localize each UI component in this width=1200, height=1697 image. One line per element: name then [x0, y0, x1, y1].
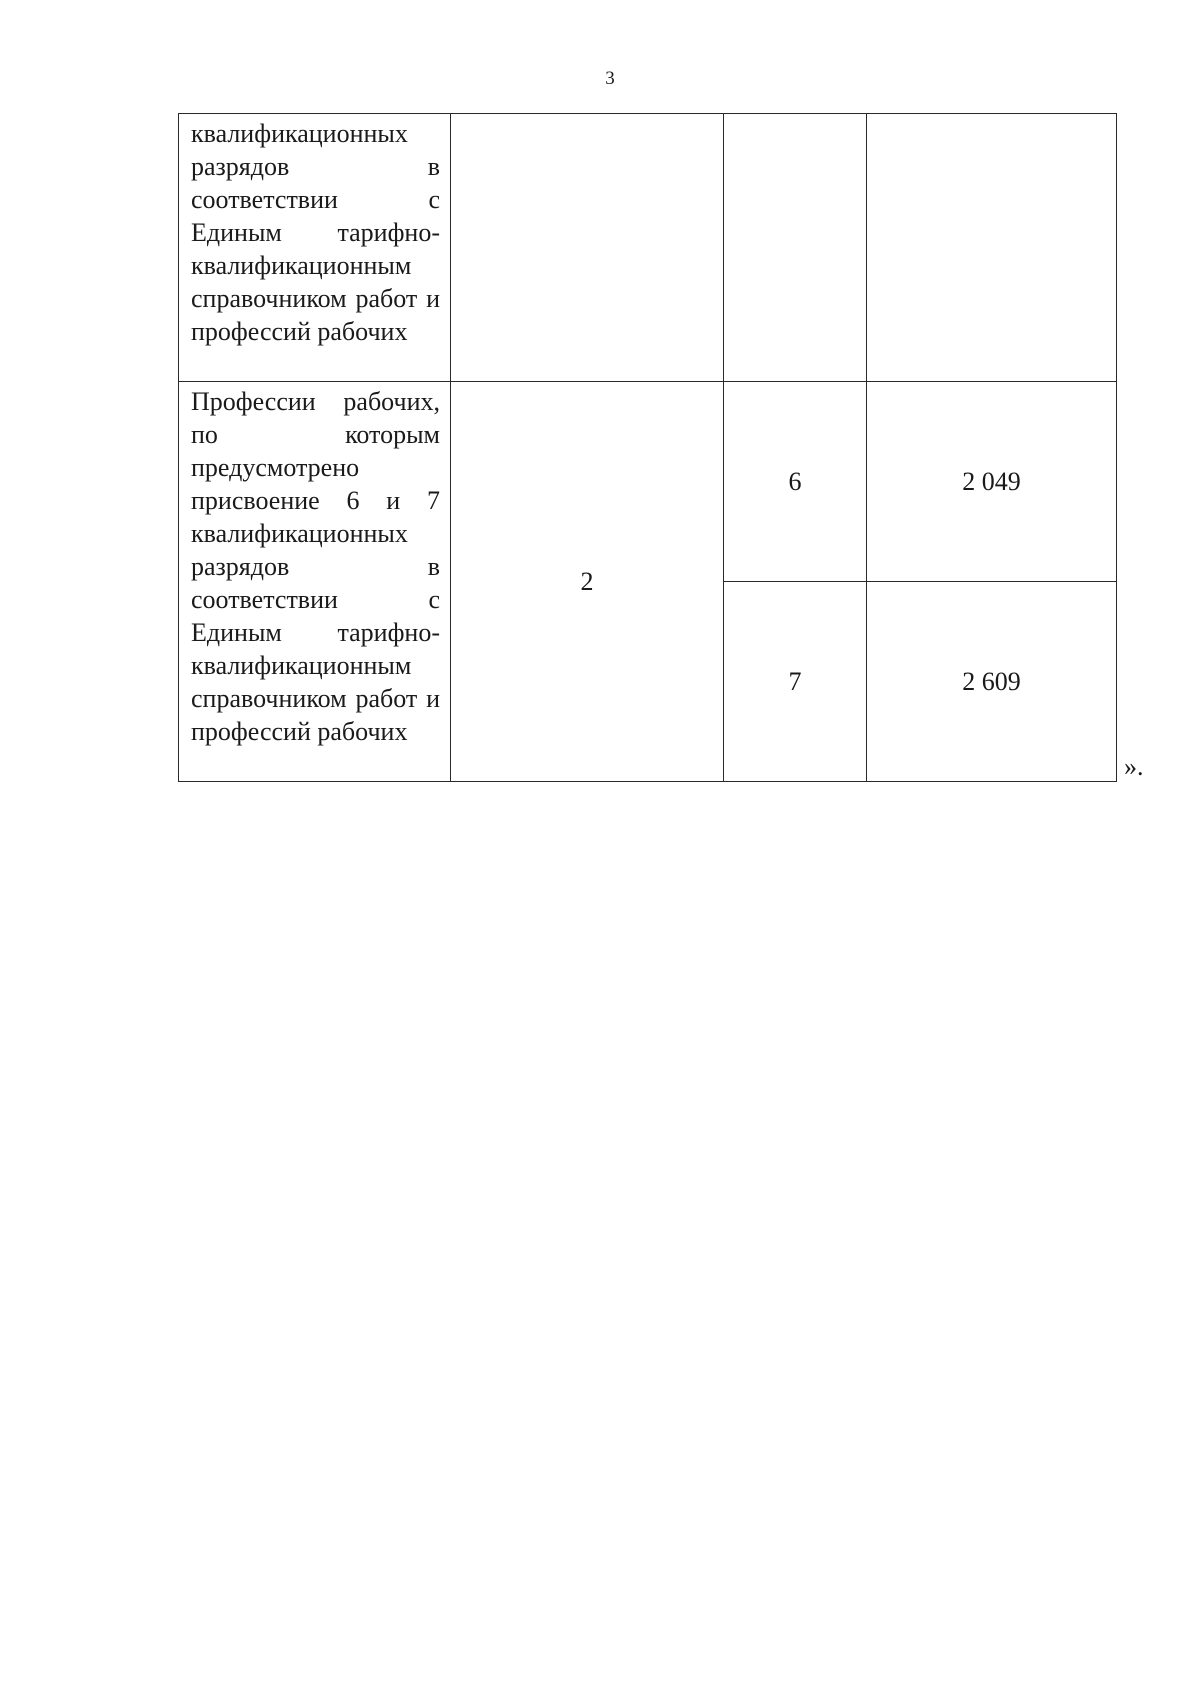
- table-row: [179, 114, 1117, 382]
- profession-cell: Профессии рабочих, по которым предусмотрено присвоение 6 и 7 квалификационных разрядов в соответствии с Единым тарифно-квалификационным справочником работ и профессий рабочих: [179, 382, 451, 782]
- grade-cell-empty: [724, 114, 867, 382]
- amount-cell-empty: [867, 114, 1117, 382]
- amount-cell: 2 049: [867, 382, 1117, 582]
- grade-cell: 7: [724, 582, 867, 782]
- group-cell: 2: [451, 382, 724, 782]
- page-number: 3: [605, 68, 615, 89]
- tariff-table: [178, 113, 1117, 782]
- table-row: [179, 382, 1117, 582]
- amount-cell: 2 609: [867, 582, 1117, 782]
- profession-cell: квалификационных разрядов в соответствии с Единым тарифно-квалификационным справочником работ и профессий рабочих: [179, 114, 451, 382]
- group-cell-empty: [451, 114, 724, 382]
- grade-cell: 6: [724, 382, 867, 582]
- closing-quote: ».: [1124, 752, 1144, 781]
